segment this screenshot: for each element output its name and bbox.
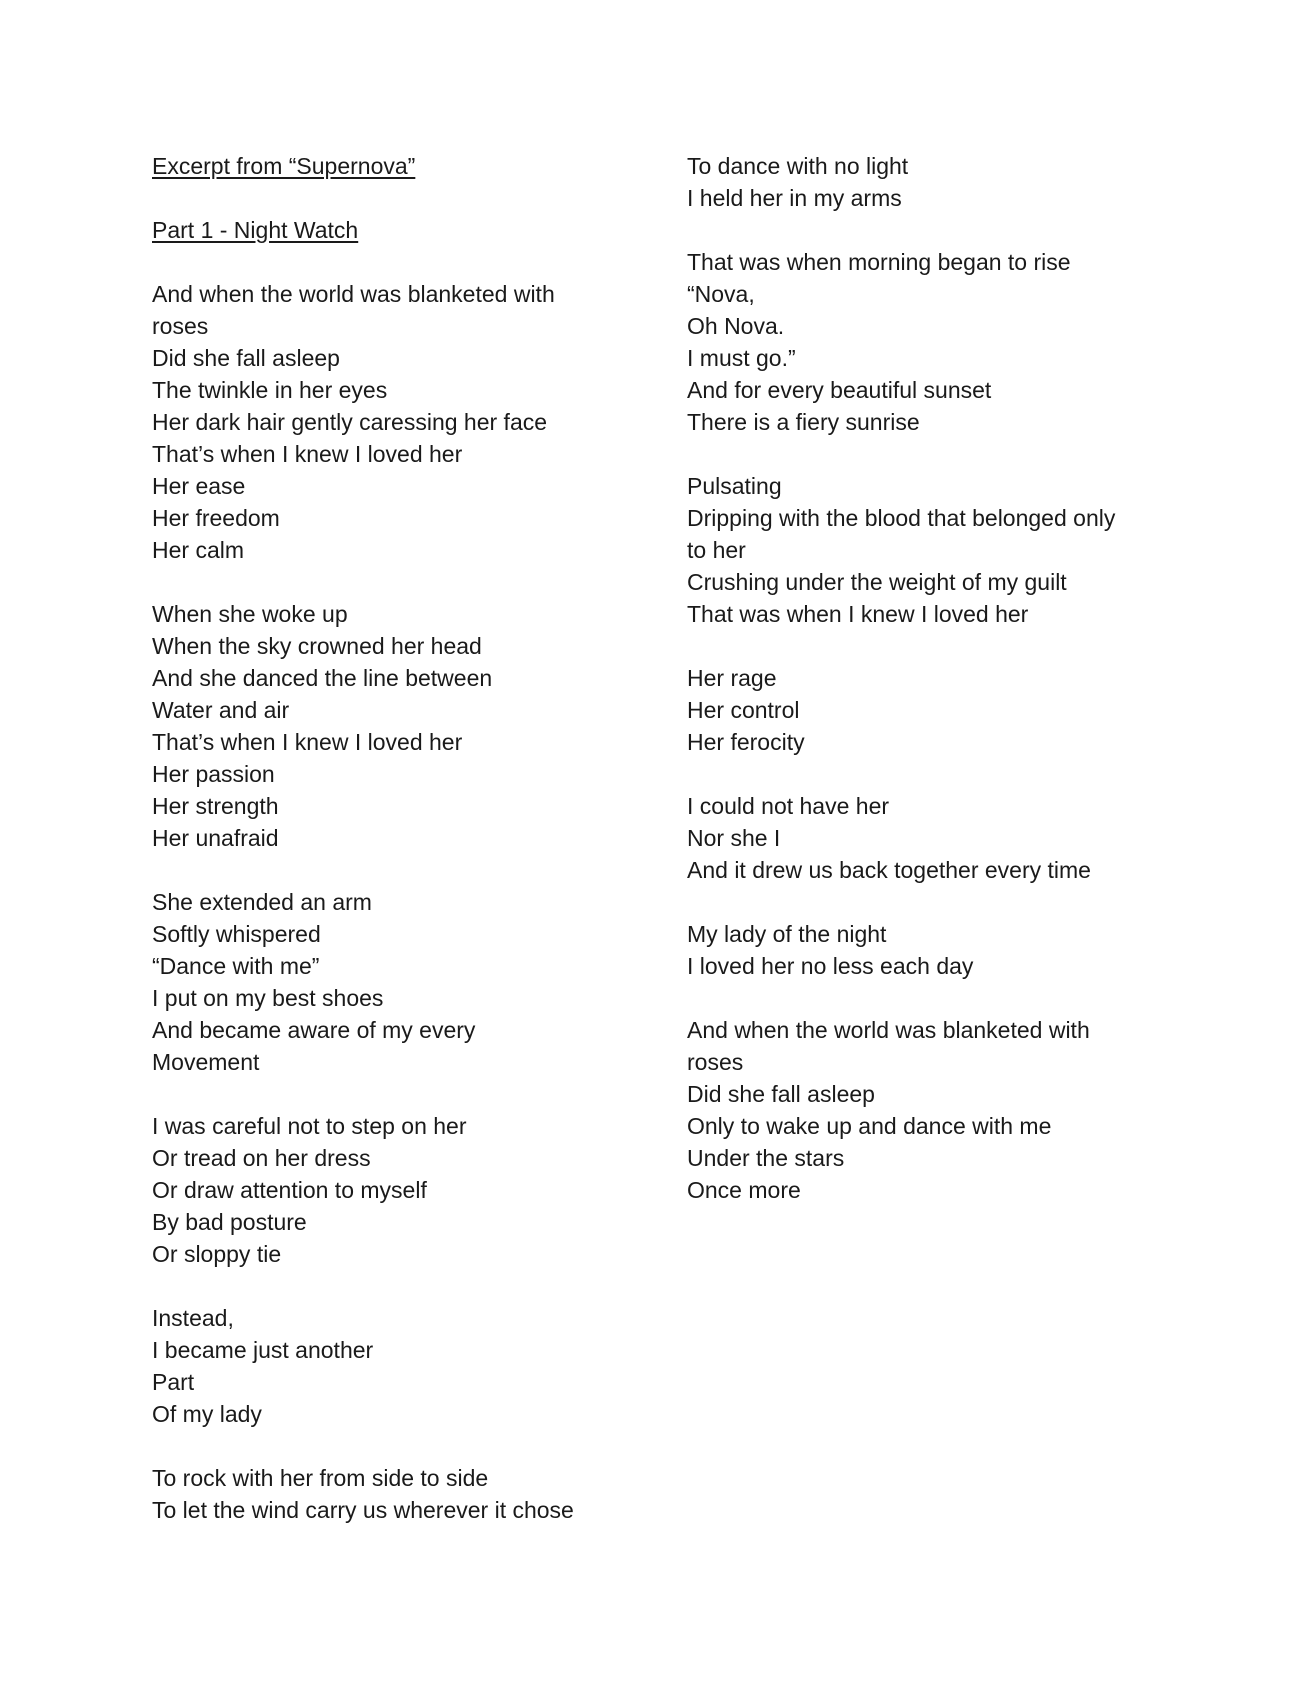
poem-line: Oh Nova.: [687, 313, 785, 339]
poem-line: “Dance with me”: [152, 953, 320, 979]
poem-line: Crushing under the weight of my guilt: [687, 569, 1067, 595]
poem-line: Dripping with the blood that belonged only: [687, 505, 1116, 531]
poem-line: The twinkle in her eyes: [152, 377, 388, 403]
poem-line: Her freedom: [152, 505, 280, 531]
right-column: [687, 150, 1187, 1238]
stanza: [687, 1014, 1187, 1206]
stanza: [152, 1110, 622, 1270]
poem-line: That was when morning began to rise: [687, 249, 1071, 275]
poem-line: Softly whispered: [152, 921, 321, 947]
part-heading: Part 1 - Night Watch: [152, 217, 359, 243]
poem-line: Her strength: [152, 793, 279, 819]
poem-line: roses: [687, 1049, 744, 1075]
poem-line: I put on my best shoes: [152, 985, 384, 1011]
poem-line: I must go.”: [687, 345, 796, 371]
poem-line: That’s when I knew I loved her: [152, 441, 463, 467]
poem-line: Once more: [687, 1177, 801, 1203]
poem-line: Her calm: [152, 537, 245, 563]
stanza: [687, 918, 1187, 982]
poem-line: When the sky crowned her head: [152, 633, 482, 659]
right-stanzas: [687, 150, 1187, 1206]
poem-line: She extended an arm: [152, 889, 372, 915]
poem-line: Did she fall asleep: [687, 1081, 875, 1107]
stanza: [687, 246, 1187, 438]
poem-line: Nor she I: [687, 825, 781, 851]
poem-line: Water and air: [152, 697, 290, 723]
poem-line: roses: [152, 313, 209, 339]
poem-line: My lady of the night: [687, 921, 887, 947]
poem-line: I loved her no less each day: [687, 953, 974, 979]
poem-line: Under the stars: [687, 1145, 845, 1171]
poem-line: I held her in my arms: [687, 185, 902, 211]
poem-line: And when the world was blanketed with: [152, 281, 555, 307]
poem-line: That was when I knew I loved her: [687, 601, 1029, 627]
poem-line: Her passion: [152, 761, 275, 787]
poem-line: to her: [687, 537, 746, 563]
stanza: [152, 278, 622, 566]
left-column: [152, 150, 622, 1558]
poem-line: Her unafraid: [152, 825, 279, 851]
spacer: [152, 182, 622, 214]
poem-line: And she danced the line between: [152, 665, 493, 691]
poem-line: And when the world was blanketed with: [687, 1017, 1090, 1043]
poem-line: And became aware of my every: [152, 1017, 476, 1043]
left-stanzas: [152, 278, 622, 1526]
poem-line: Or draw attention to myself: [152, 1177, 427, 1203]
poem-line: Of my lady: [152, 1401, 262, 1427]
poem-line: I was careful not to step on her: [152, 1113, 467, 1139]
poem-line: That’s when I knew I loved her: [152, 729, 463, 755]
poem-line: Part: [152, 1369, 195, 1395]
stanza: [152, 1462, 622, 1526]
poem-line: Did she fall asleep: [152, 345, 340, 371]
stanza: [687, 470, 1187, 630]
poem-line: When she woke up: [152, 601, 348, 627]
poem-line: Or tread on her dress: [152, 1145, 371, 1171]
stanza: [152, 1302, 622, 1430]
poem-line: “Nova,: [687, 281, 755, 307]
poem-line: Movement: [152, 1049, 260, 1075]
poem-line: To rock with her from side to side: [152, 1465, 489, 1491]
poem-line: Instead,: [152, 1305, 234, 1331]
poem-line: To let the wind carry us wherever it chose: [152, 1497, 574, 1523]
poem-line: There is a fiery sunrise: [687, 409, 920, 435]
poem-line: And for every beautiful sunset: [687, 377, 992, 403]
spacer: [152, 246, 622, 278]
poem-line: Her dark hair gently caressing her face: [152, 409, 548, 435]
poem-line: By bad posture: [152, 1209, 307, 1235]
stanza: [687, 662, 1187, 758]
poem-line: I became just another: [152, 1337, 374, 1363]
stanza: [152, 598, 622, 854]
poem-line: Her rage: [687, 665, 777, 691]
poem-line: Her ease: [152, 473, 246, 499]
poem-line: Pulsating: [687, 473, 782, 499]
stanza: [687, 790, 1187, 886]
poem-line: Her control: [687, 697, 800, 723]
poem-line: To dance with no light: [687, 153, 909, 179]
poem-line: Only to wake up and dance with me: [687, 1113, 1052, 1139]
stanza: [152, 886, 622, 1078]
poem-line: I could not have her: [687, 793, 890, 819]
document-title: Excerpt from “Supernova”: [152, 153, 416, 179]
poem-line: Her ferocity: [687, 729, 805, 755]
poem-line: Or sloppy tie: [152, 1241, 282, 1267]
poem-line: And it drew us back together every time: [687, 857, 1091, 883]
stanza: [687, 150, 1187, 214]
